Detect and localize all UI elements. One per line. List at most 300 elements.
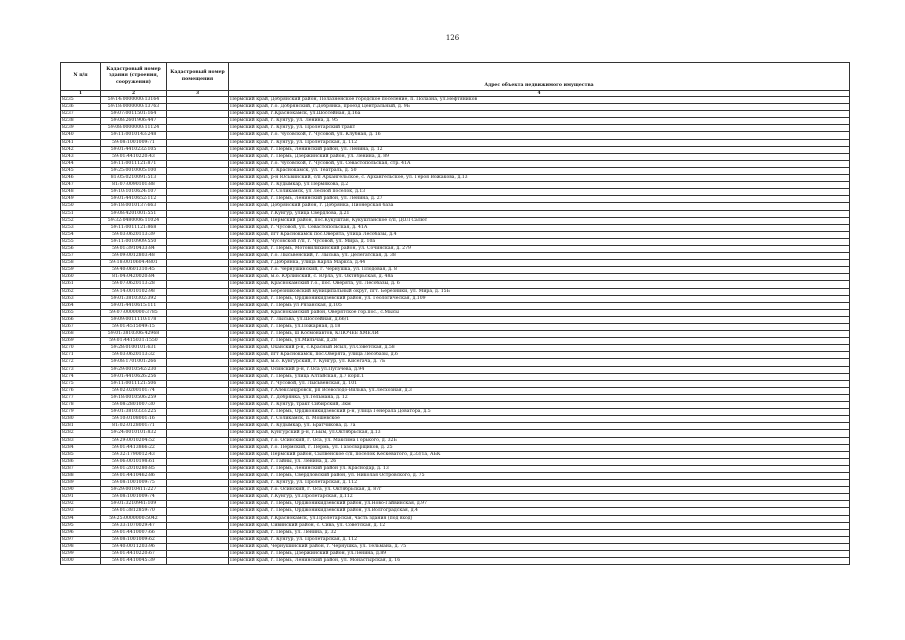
address-cell: Пермский край, г. Пермь, Ленинский район, ул. Ленина, д. 27	[229, 196, 850, 203]
address-cell: Пермский край, Чусовской г/п, г. Чусовой, ул. Мира, д. 10а	[229, 238, 850, 245]
table-row	[61, 416, 850, 423]
address-cell: Пермский край, г. Пермь, улица Алтайская, д.7 корп.1	[229, 373, 850, 380]
table-row	[61, 472, 850, 479]
row-number: 8290	[61, 487, 101, 494]
row-number: 8256	[61, 245, 101, 252]
row-number: 8269	[61, 338, 101, 345]
cadastral-number: 59:07:0000000:3785	[101, 309, 167, 316]
room-cadastral-number	[167, 288, 229, 295]
address-cell: Пермский край, г. Кунгур, ул. Пролетарская, д. 112	[229, 480, 850, 487]
cadastral-number: 81:04:0420020:84	[101, 274, 167, 281]
row-number: 8294	[61, 515, 101, 522]
row-number: 8281	[61, 423, 101, 430]
cadastral-number: 59:01:3210941:109	[101, 501, 167, 508]
table-row	[61, 224, 850, 231]
room-cadastral-number	[167, 480, 229, 487]
address-cell: Пермский край, м.о. Юрлинский, с. Юрла, ул. Октябрьская, д. 48а	[229, 274, 850, 281]
address-cell: Пермский край, г. Пермь, Мотовилихинский район, ул. Сочинская, д. 279	[229, 245, 850, 252]
address-cell: Пермский край, г. Пермь, Орджоникидзевский р-н, улица Генерала Доватора, д.5	[229, 409, 850, 416]
cadastral-number: 59:01:4415031:1550	[101, 338, 167, 345]
table-row	[61, 522, 850, 529]
table-body	[61, 97, 850, 565]
address-cell: Пермский край, г.о. Пермский, г. Пермь, ул. Газосварщиков, д. 25	[229, 444, 850, 451]
room-cadastral-number	[167, 281, 229, 288]
address-cell: Пермский край, г. Кудымкар, ул Пермякова, д.2	[229, 182, 850, 189]
address-cell: Пермский край, г. Чусовой, ул. Лысьвенская, д. 101	[229, 380, 850, 387]
address-cell: Пермский край, г. Пермь, Свердловский район, ул. Николая Островского, д. 75	[229, 472, 850, 479]
address-cell: Пермский край, г. Лысьва, ул.Шоссейная, д.66/1	[229, 316, 850, 323]
table-row	[61, 253, 850, 260]
table-row	[61, 380, 850, 387]
table-row	[61, 352, 850, 359]
address-cell: Пермский край, Березниковский муниципальный округ, пгт. Березники, ул. Мира, д. 15Б	[229, 288, 850, 295]
room-cadastral-number	[167, 316, 229, 323]
room-cadastral-number	[167, 231, 229, 238]
address-cell: Пермский край, г.Кунгур, улица Свердлова, д.21	[229, 210, 850, 217]
table-row	[61, 111, 850, 118]
row-number: 8239	[61, 125, 101, 132]
room-cadastral-number	[167, 153, 229, 160]
cadastral-number: 59:25:0000000:5042	[101, 515, 167, 522]
room-cadastral-number	[167, 522, 229, 529]
row-number: 8240	[61, 132, 101, 139]
room-cadastral-number	[167, 472, 229, 479]
row-number: 8241	[61, 139, 101, 146]
room-cadastral-number	[167, 345, 229, 352]
cadastral-number: 59:24:0010101:832	[101, 430, 167, 437]
room-cadastral-number	[167, 501, 229, 508]
address-cell: Пермский край, г. Пермь, Орджоникидзевский район, ул.Волгоградская, д.4	[229, 508, 850, 515]
table-row	[61, 402, 850, 409]
table-row	[61, 373, 850, 380]
row-number: 8255	[61, 238, 101, 245]
table-row	[61, 295, 850, 302]
room-cadastral-number	[167, 515, 229, 522]
room-cadastral-number	[167, 409, 229, 416]
address-cell: Пермский край, г.о. Чусовской, г. Чусовой, ул. Севастопольская, стр. 41А	[229, 160, 850, 167]
cadastral-number: 59:11:0011121:506	[101, 380, 167, 387]
row-number: 8258	[61, 260, 101, 267]
row-number: 8250	[61, 203, 101, 210]
row-number: 8291	[61, 494, 101, 501]
row-number: 8292	[61, 501, 101, 508]
col-number-3: 3	[167, 91, 229, 97]
cadastral-number: 59:29:0010542:230	[101, 366, 167, 373]
table-row	[61, 132, 850, 139]
col-number-1: 1	[61, 91, 101, 97]
row-number: 8272	[61, 359, 101, 366]
cadastral-number: 59:14:0010102:98	[101, 288, 167, 295]
row-number: 8238	[61, 118, 101, 125]
address-cell: Пермский край, г. Пермь, Ленинский район, ул. Монастырская, д. 16	[229, 558, 850, 565]
cadastral-number: 59:01:4410652:112	[101, 196, 167, 203]
table-row	[61, 487, 850, 494]
table-row	[61, 210, 850, 217]
row-number: 8253	[61, 224, 101, 231]
cadastral-number: 59:40:0011203:96	[101, 543, 167, 550]
address-cell: Пермский край, г. Пермь, ул. Ленина, д. 32	[229, 529, 850, 536]
room-cadastral-number	[167, 444, 229, 451]
room-cadastral-number	[167, 196, 229, 203]
row-number: 8282	[61, 430, 101, 437]
row-number: 8262	[61, 288, 101, 295]
address-cell: Пермский край, Сивинский район, с. Сива, ул. Советская, д. 12	[229, 522, 850, 529]
row-number: 8265	[61, 309, 101, 316]
row-number: 8235	[61, 97, 101, 104]
address-cell: Пермский край, м.о. Кунгурский, г. Кунгур, ул. Кисегача, д. 7Б	[229, 359, 850, 366]
cadastral-number: 59:08:1001009:62	[101, 536, 167, 543]
address-cell: Пермский край, г. Пермь, Ленинский район, ул. Ленина, д. 12	[229, 146, 850, 153]
cadastral-number: 59:18:0010137:663	[101, 203, 167, 210]
cadastral-number: 59:08:1001009:75	[101, 480, 167, 487]
room-cadastral-number	[167, 451, 229, 458]
row-number: 8276	[61, 387, 101, 394]
room-cadastral-number	[167, 118, 229, 125]
cadastral-number: 59:08:1001009:71	[101, 139, 167, 146]
row-number: 8257	[61, 253, 101, 260]
room-cadastral-number	[167, 536, 229, 543]
address-cell: Пермский край, г. Соликамск, п. Мошевское	[229, 416, 850, 423]
cadastral-number: 59:28:0100101:631	[101, 345, 167, 352]
cadastral-number: 59:08:2801007:30	[101, 402, 167, 409]
row-number: 8295	[61, 522, 101, 529]
room-cadastral-number	[167, 245, 229, 252]
room-cadastral-number	[167, 111, 229, 118]
table-row	[61, 551, 850, 558]
table-row	[61, 189, 850, 196]
row-number: 8298	[61, 543, 101, 550]
table-row	[61, 153, 850, 160]
table-row	[61, 260, 850, 267]
table-row	[61, 331, 850, 338]
table-row	[61, 118, 850, 125]
table-row	[61, 139, 850, 146]
property-register-table	[60, 62, 850, 565]
col-number-2: 2	[101, 91, 167, 97]
cadastral-number: 59:01:4410220:67	[101, 551, 167, 558]
room-cadastral-number	[167, 416, 229, 423]
header-address-label: Адрес объекта недвижимого имущества	[484, 82, 594, 88]
address-cell: Пермский край, г. Пермь, Орджоникидзевский район, ул. Геологическая, д.109	[229, 295, 850, 302]
room-cadastral-number	[167, 494, 229, 501]
header-address	[229, 63, 850, 91]
table-row	[61, 175, 850, 182]
room-cadastral-number	[167, 267, 229, 274]
cadastral-number: 59:11:0011121:868	[101, 224, 167, 231]
address-cell: Пермский край, г. Пермь ул Рязанская, д.105	[229, 302, 850, 309]
row-number: 8286	[61, 458, 101, 465]
address-cell: Пермский край, Оханский р-н, с.Красный Ясыл, ул.Советская, д.58	[229, 345, 850, 352]
row-number: 8283	[61, 437, 101, 444]
cadastral-number: 59:03:0620113:32	[101, 352, 167, 359]
row-number: 8267	[61, 324, 101, 331]
address-cell: Пермский край, г. Кудымкар, ул. Братчикова, д. 7а	[229, 423, 850, 430]
address-cell: Пермский край, г. Гайны, ул. Ленина, д. 26	[229, 458, 850, 465]
room-cadastral-number	[167, 97, 229, 104]
address-cell: Пермский край, г.о. Чусовской, г. Чусовой, ул. Клубная, д. 16	[229, 132, 850, 139]
row-number: 8251	[61, 210, 101, 217]
room-cadastral-number	[167, 125, 229, 132]
row-number: 8278	[61, 402, 101, 409]
row-number: 8300	[61, 558, 101, 565]
room-cadastral-number	[167, 260, 229, 267]
address-cell: Пермский край, р-н Юсьвинский, с/п Архангельское, с. Архангельское, ул. Героя Вожакова, д.13	[229, 175, 850, 182]
row-number: 8296	[61, 529, 101, 536]
address-cell: Пермский край, г. Соликамск, ул Лесной поселок, д.13	[229, 189, 850, 196]
table-row	[61, 231, 850, 238]
row-number: 8249	[61, 196, 101, 203]
header-cad-room: Кадастровый номер помещения	[167, 63, 229, 91]
room-cadastral-number	[167, 274, 229, 281]
cadastral-number: 59:14:0000000:13164	[101, 97, 167, 104]
row-number: 8279	[61, 409, 101, 416]
address-cell: Пермский край, г. Кунгур, ул. Пролетарский тракт	[229, 125, 850, 132]
address-cell: Пермский край, Добрянский район, Полазненское городское поселение, п. Полазна, ул.Нефтяников	[229, 97, 850, 104]
row-number: 8274	[61, 373, 101, 380]
row-number: 8243	[61, 153, 101, 160]
table-row	[61, 338, 850, 345]
page-number: 126	[445, 34, 460, 42]
room-cadastral-number	[167, 487, 229, 494]
row-number: 8277	[61, 394, 101, 401]
room-cadastral-number	[167, 359, 229, 366]
table-row	[61, 238, 850, 245]
table-row	[61, 451, 850, 458]
cadastral-number: 59:01:4515049:15	[101, 324, 167, 331]
cadastral-number: 59:10:0108001:16	[101, 416, 167, 423]
row-number: 8275	[61, 380, 101, 387]
address-cell: Пермский край, Краснокамский район, Оверятское гор.пос., с.Мысы	[229, 309, 850, 316]
header-num: N п/п	[61, 63, 101, 91]
table-row	[61, 387, 850, 394]
table-row	[61, 182, 850, 189]
room-cadastral-number	[167, 366, 229, 373]
row-number: 8242	[61, 146, 101, 153]
address-cell: Пермский край, г.Краснокамск, ул.Пролетарская, часть здания (под вход)	[229, 515, 850, 522]
table-row	[61, 501, 850, 508]
room-cadastral-number	[167, 402, 229, 409]
room-cadastral-number	[167, 302, 229, 309]
table-row	[61, 104, 850, 111]
address-cell: Пермский край, г.о. Осинский, г. Оса, ул. Максима Горького, д. 32Б	[229, 437, 850, 444]
room-cadastral-number	[167, 309, 229, 316]
address-cell: Пермский край, г. Пермь, ш Космонавтов, КЛЮЧЕЕ ХМЕЛИ	[229, 331, 850, 338]
cadastral-number: 59:29:0010411:227	[101, 487, 167, 494]
row-number: 8266	[61, 316, 101, 323]
room-cadastral-number	[167, 175, 229, 182]
room-cadastral-number	[167, 551, 229, 558]
cadastral-number: 59:06:0010198:61	[101, 458, 167, 465]
row-number: 8287	[61, 465, 101, 472]
room-cadastral-number	[167, 253, 229, 260]
cadastral-number: 59:11:0011121:871	[101, 160, 167, 167]
cadastral-number: 59:01:3810333:225	[101, 409, 167, 416]
row-number: 8254	[61, 231, 101, 238]
table-row	[61, 288, 850, 295]
room-cadastral-number	[167, 394, 229, 401]
room-cadastral-number	[167, 189, 229, 196]
table-row	[61, 267, 850, 274]
table-row	[61, 437, 850, 444]
cadastral-number: 59:01:4410626:256	[101, 373, 167, 380]
cadastral-number: 81:02:0128001:71	[101, 423, 167, 430]
address-cell: Пермский край, пгт Краснокамск, пос.Оверята, улица Лесобазы, д.6	[229, 352, 850, 359]
address-cell: Пермский край, г. Пермь, Дзержинский район, ул.Ленина, д.89	[229, 551, 850, 558]
cadastral-number: 59:08:4201001:551	[101, 210, 167, 217]
room-cadastral-number	[167, 387, 229, 394]
row-number: 8236	[61, 104, 101, 111]
table-row	[61, 394, 850, 401]
table-row	[61, 536, 850, 543]
cadastral-number: 59:07:0620113:28	[101, 281, 167, 288]
row-number: 8259	[61, 267, 101, 274]
address-cell: Пермский край, Осинский р-н, г.Оса ул.Пугачева, д.94	[229, 366, 850, 373]
cadastral-number: 59:01:4413866:22	[101, 444, 167, 451]
cadastral-number: 59:01:4410232:105	[101, 146, 167, 153]
header-cad-building: Кадастровый номер здания (строения, сооружения)	[101, 63, 167, 91]
table-row	[61, 423, 850, 430]
room-cadastral-number	[167, 352, 229, 359]
address-cell: Пермский край, Краснокамский г.о., пос. Оверята, ул. Лесобазы, д. 6	[229, 281, 850, 288]
cadastral-number: 59:08:1001009:74	[101, 494, 167, 501]
address-cell: Пермский край, Кунгурский р-н, г.Бым, ул.Октябрьская, д.13	[229, 430, 850, 437]
table-row	[61, 444, 850, 451]
room-cadastral-number	[167, 104, 229, 111]
table-row	[61, 558, 850, 565]
col-number-4: 4	[229, 91, 850, 97]
room-cadastral-number	[167, 380, 229, 387]
table-row	[61, 196, 850, 203]
table-row	[61, 274, 850, 281]
room-cadastral-number	[167, 465, 229, 472]
address-cell: Пермский край, г. Пермь, Ленинский район ул. Краснодар, д. 13	[229, 465, 850, 472]
table-row	[61, 146, 850, 153]
table-row	[61, 409, 850, 416]
cadastral-number: 81:07:0090101:88	[101, 182, 167, 189]
table-row	[61, 302, 850, 309]
row-number: 8299	[61, 551, 101, 558]
room-cadastral-number	[167, 182, 229, 189]
address-cell: Пермский край, г.Добрянка, улица Карла Маркса, д.44	[229, 260, 850, 267]
cadastral-number: 59:11:0010143:248	[101, 132, 167, 139]
room-cadastral-number	[167, 324, 229, 331]
row-number: 8260	[61, 274, 101, 281]
room-cadastral-number	[167, 529, 229, 536]
cadastral-number: 59:03:0620113:39	[101, 231, 167, 238]
room-cadastral-number	[167, 373, 229, 380]
table-row	[61, 494, 850, 501]
address-cell: Пермский край, г.о. Добрянский, г.Добрянка, проезд Центральный, д. 9Б	[229, 104, 850, 111]
row-number: 8246	[61, 175, 101, 182]
row-number: 8247	[61, 182, 101, 189]
room-cadastral-number	[167, 132, 229, 139]
table-row	[61, 480, 850, 487]
cadastral-number: 59:01:2010280:85	[101, 465, 167, 472]
room-cadastral-number	[167, 203, 229, 210]
row-number: 8293	[61, 508, 101, 515]
address-cell: Пермский край, Пермский район, пос.Кукуштан, Кукуштанское с/п, ДОЛ Салют	[229, 217, 850, 224]
cadastral-number: 59:01:4410615:111	[101, 302, 167, 309]
row-number: 8264	[61, 302, 101, 309]
cadastral-number: 59:01:3810306:42968	[101, 331, 167, 338]
address-cell: Пермский край, Пермский район, Сылвенское с/п, поселок Кескеватого, д.33/1а, АБК	[229, 451, 850, 458]
table-row	[61, 97, 850, 104]
cadastral-number: 59:18:0000000:13763	[101, 104, 167, 111]
room-cadastral-number	[167, 146, 229, 153]
room-cadastral-number	[167, 167, 229, 174]
room-cadastral-number	[167, 210, 229, 217]
cadastral-number: 59:07:0011501:164	[101, 111, 167, 118]
table-row	[61, 245, 850, 252]
row-number: 8244	[61, 160, 101, 167]
address-cell: Пермский край, г. Добрянка, ул.Тельмана, д. 12	[229, 394, 850, 401]
table-row	[61, 359, 850, 366]
row-number: 8289	[61, 480, 101, 487]
room-cadastral-number	[167, 295, 229, 302]
table-row	[61, 316, 850, 323]
row-number: 8285	[61, 451, 101, 458]
row-number: 8273	[61, 366, 101, 373]
address-cell: Пермский край, г. Кунгур, тракт Сибирский, 3км	[229, 402, 850, 409]
address-cell: Пермский край, г.Кунгур, ул.Пролетарская, д.112	[229, 494, 850, 501]
address-cell: Пермский край, г. Кунгур, ул. Пролетарская, д. 112	[229, 139, 850, 146]
table-row	[61, 458, 850, 465]
room-cadastral-number	[167, 139, 229, 146]
room-cadastral-number	[167, 224, 229, 231]
row-number: 8297	[61, 536, 101, 543]
cadastral-number: 59:08:0000000:11124	[101, 125, 167, 132]
cadastral-number: 81:05:0210091:513	[101, 175, 167, 182]
address-cell: Пермский край, г.о. Лысьвенский, г. Лысьва, ул. Делегатская, д. 38	[229, 253, 850, 260]
cadastral-number: 59:40:0601310:45	[101, 267, 167, 274]
room-cadastral-number	[167, 508, 229, 515]
cadastral-number: 59:01:3810302:392	[101, 295, 167, 302]
cadastral-number: 59:01:3910433:84	[101, 245, 167, 252]
row-number: 8248	[61, 189, 101, 196]
room-cadastral-number	[167, 458, 229, 465]
row-number: 8271	[61, 352, 101, 359]
address-cell: Пермский край, Чернушинский район, г. Чернушка, ул. Тельмана, д. 75	[229, 543, 850, 550]
room-cadastral-number	[167, 437, 229, 444]
cadastral-number: 59:10:1010624:107	[101, 189, 167, 196]
room-cadastral-number	[167, 217, 229, 224]
cadastral-number: 59:09:0011110:178	[101, 316, 167, 323]
room-cadastral-number	[167, 238, 229, 245]
address-cell: Пермский край, г. Краснокамск, ул. Театраль, д. 50	[229, 167, 850, 174]
address-cell: Пермский край, Добрянский район, г. Добрянка, Пионерская база	[229, 203, 850, 210]
cadastral-number: 59:08:2601906:447	[101, 118, 167, 125]
address-cell: Пермский край, г. Пермь, Дзержинский район, ул. Ленина, д. 89	[229, 153, 850, 160]
row-number: 8263	[61, 295, 101, 302]
cadastral-number: 59:32:0480006:11024	[101, 217, 167, 224]
cadastral-number: 59:18:0010604:4801	[101, 260, 167, 267]
cadastral-number: 59:11:0010909:550	[101, 238, 167, 245]
table-row	[61, 366, 850, 373]
row-number: 8237	[61, 111, 101, 118]
cadastral-number: 59:09:0012803:48	[101, 253, 167, 260]
address-cell: Пермский край, г.о. Осинский, г. Оса, ул. Октябрьская, д. 87г	[229, 487, 850, 494]
row-number: 8288	[61, 472, 101, 479]
address-cell: Пермский край, г. Чусовой, ул. Севастопольская, д. 41А	[229, 224, 850, 231]
room-cadastral-number	[167, 543, 229, 550]
table-row	[61, 309, 850, 316]
address-cell: Пермский край, г. Пермь, ул.Мильчак, д.28	[229, 338, 850, 345]
room-cadastral-number	[167, 430, 229, 437]
table-row	[61, 203, 850, 210]
row-number: 8284	[61, 444, 101, 451]
cadastral-number: 59:01:4410007:66	[101, 529, 167, 536]
table-row	[61, 465, 850, 472]
